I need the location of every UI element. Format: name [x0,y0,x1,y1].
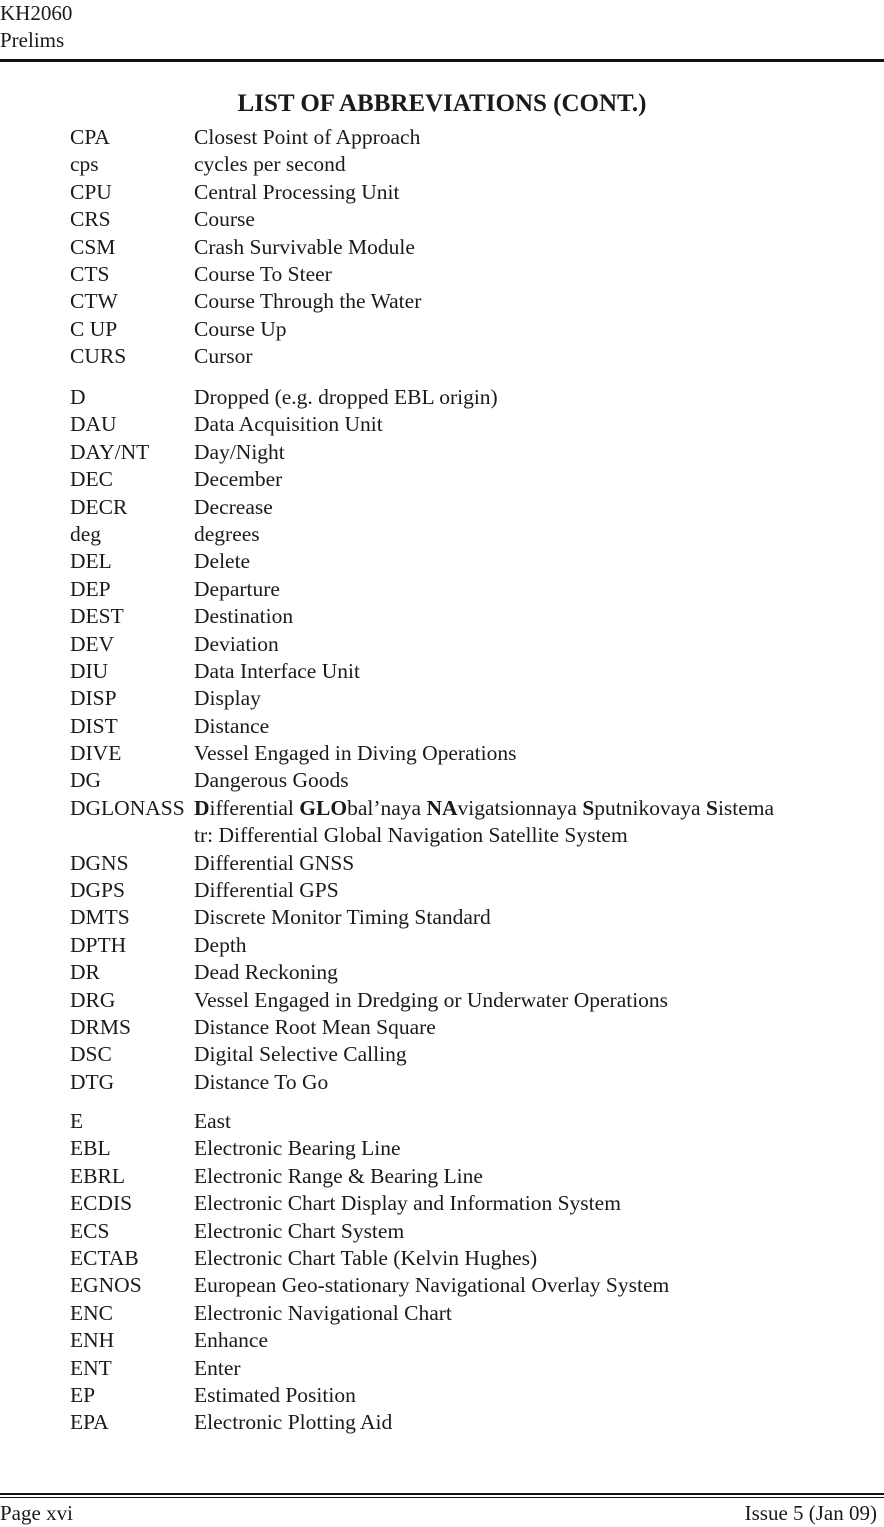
abbreviation-term: CRS [70,207,111,232]
abbreviation-term: DPTH [70,932,127,957]
abbreviation-term: DISP [70,686,117,711]
abbreviation-term: DEC [70,467,113,492]
abbreviation-row [70,658,870,685]
abbreviation-row [70,1069,870,1096]
abbreviation-definition: Enhance [194,1328,269,1353]
abbreviation-definition: Data Interface Unit [194,658,360,683]
running-header [0,0,72,54]
abbreviation-definition: Cursor [194,344,253,369]
document-code: KH2060 [0,1,73,25]
abbreviation-term: CTS [70,261,110,286]
abbreviation-row [70,1300,870,1327]
abbreviation-term: E [70,1109,84,1133]
abbreviation-definition: cycles per second [194,152,346,177]
abbreviation-definition: Discrete Monitor Timing Standard [194,905,491,930]
abbreviation-term: ECDIS [70,1191,133,1216]
section-name: Prelims [0,28,65,52]
abbreviation-definition: Delete [194,549,251,574]
abbreviation-definition: Destination [194,604,294,629]
abbreviation-row [70,234,870,261]
abbreviation-definition: Data Acquisition Unit [194,412,383,437]
abbreviation-row [70,1163,870,1190]
abbreviation-row [70,288,870,315]
abbreviation-term: C UP [70,316,118,341]
abbreviation-term: CURS [70,344,127,369]
abbreviation-definition: Electronic Plotting Aid [194,1410,393,1435]
abbreviation-term: DTG [70,1069,115,1094]
abbreviation-term: DAU [70,412,117,437]
abbreviation-row [70,795,870,822]
abbreviation-definition: Distance [194,713,270,738]
abbreviation-definition: Electronic Chart Display and Information System [194,1191,621,1216]
abbreviation-definition: Electronic Chart System [194,1218,405,1243]
page-number: Page xvi [0,1501,73,1525]
abbreviation-definition: Dead Reckoning [194,960,338,985]
abbreviation-definition: Electronic Navigational Chart [194,1300,452,1325]
abbreviation-row [70,932,870,959]
abbreviation-definition: Dropped (e.g. dropped EBL origin) [194,385,498,409]
definition-part: istema [717,795,775,820]
abbreviation-row [70,494,870,521]
abbreviation-row [70,1108,870,1135]
abbreviation-row [70,685,870,712]
abbreviation-term: DEST [70,604,124,629]
abbreviation-definition: Digital Selective Calling [194,1042,407,1067]
abbreviation-definition: Day/Night [194,439,285,464]
abbreviation-term: DECR [70,494,128,519]
abbreviation-definition: degrees [194,521,260,546]
definition-part: vigatsionnaya [457,795,583,820]
abbreviation-term: DR [70,960,100,985]
abbreviation-row [70,439,870,466]
abbreviation-definition: Depth [194,932,247,957]
header-rule [0,59,884,62]
definition-part: bal’naya [347,795,427,820]
abbreviation-row [70,767,870,794]
abbreviation-term: DRMS [70,1014,131,1039]
abbreviation-term: DGNS [70,850,129,875]
abbreviation-row [70,1218,870,1245]
abbreviation-definition: Differential GNSS [194,850,355,875]
abbreviation-definition: Decrease [194,494,273,519]
abbreviation-row [70,740,870,767]
abbreviation-term: DGLONASS [70,795,185,820]
abbreviation-definition [194,795,774,822]
abbreviation-row [70,261,870,288]
abbreviation-term: ENT [70,1355,112,1380]
abbreviation-row [70,959,870,986]
abbreviation-definition: December [194,467,283,492]
abbreviation-definition: Closest Point of Approach [194,125,421,149]
abbreviation-group-e [70,1108,870,1437]
abbreviation-definition: tr: Differential Global Navigation Satellite System [194,823,628,848]
abbreviation-definition: Central Processing Unit [194,179,400,204]
definition-bold-part: GLO [299,795,348,820]
definition-bold-part: S [582,795,595,820]
abbreviation-definition: Estimated Position [194,1382,356,1407]
abbreviation-definition: Electronic Chart Table (Kelvin Hughes) [194,1245,538,1270]
abbreviation-row [70,384,870,411]
abbreviation-term: DRG [70,987,116,1012]
abbreviation-term: EP [70,1382,96,1407]
abbreviation-row [70,1014,870,1041]
abbreviation-row [70,1327,870,1354]
abbreviation-row [70,411,870,438]
abbreviation-row [70,987,870,1014]
abbreviation-term: DEP [70,576,111,601]
abbreviation-term: deg [70,521,102,546]
abbreviation-term: DAY/NT [70,439,150,464]
definition-bold-part: D [194,795,210,820]
abbreviation-group-d [70,384,870,1096]
abbreviation-definition: Enter [194,1355,241,1380]
abbreviation-row [70,1409,870,1436]
abbreviation-row [70,151,870,178]
abbreviation-row [70,206,870,233]
abbreviation-definition: Deviation [194,631,279,656]
abbreviation-definition: Course Up [194,316,287,341]
abbreviation-row [70,904,870,931]
abbreviation-row [70,466,870,493]
abbreviation-term: ENH [70,1328,115,1353]
abbreviation-term: EGNOS [70,1273,142,1298]
abbreviation-term: cps [70,152,99,177]
abbreviation-term: DIST [70,713,118,738]
abbreviation-definition: Distance To Go [194,1069,329,1094]
abbreviation-term: CTW [70,289,118,314]
abbreviation-definition: Distance Root Mean Square [194,1014,436,1039]
abbreviation-definition: Vessel Engaged in Diving Operations [194,741,517,766]
abbreviation-definition: Electronic Range & Bearing Line [194,1163,483,1188]
abbreviation-term: DGPS [70,878,125,903]
abbreviation-definition: Electronic Bearing Line [194,1136,401,1161]
abbreviation-term: DIU [70,658,109,683]
abbreviation-definition: Display [194,686,261,711]
abbreviation-definition: Course Through the Water [194,289,422,314]
issue-label: Issue 5 (Jan 09) [744,1501,877,1525]
abbreviation-row [70,343,870,370]
abbreviation-row [70,631,870,658]
abbreviation-term: ECTAB [70,1245,139,1270]
abbreviation-definition: Crash Survivable Module [194,234,415,259]
abbreviation-term: CPU [70,179,112,204]
abbreviation-row [70,179,870,206]
abbreviation-row [70,1041,870,1068]
abbreviation-term: D [70,385,86,409]
abbreviation-term: DG [70,768,102,793]
abbreviation-row [70,1135,870,1162]
abbreviation-row [70,1245,870,1272]
abbreviation-definition: Vessel Engaged in Dredging or Underwater Operations [194,987,669,1012]
abbreviation-term: ENC [70,1300,113,1325]
abbreviation-definition: Dangerous Goods [194,768,349,793]
abbreviation-row [70,576,870,603]
definition-part: ifferential [209,795,300,820]
abbreviation-row [70,603,870,630]
footer-rule-thin [0,1497,884,1498]
abbreviation-definition: European Geo-stationary Navigational Overlay System [194,1273,670,1298]
abbreviation-term: EBRL [70,1163,125,1188]
footer-rule [0,1493,884,1495]
definition-part: putnikovaya [594,795,706,820]
abbreviation-row [70,1355,870,1382]
definition-bold-part: S [705,795,718,820]
definition-bold-part: NA [426,795,458,820]
abbreviation-group-c [70,124,870,371]
abbreviation-row [70,1272,870,1299]
abbreviation-term: CSM [70,234,116,259]
abbreviation-definition: Differential GPS [194,878,339,903]
abbreviation-term: DEV [70,631,115,656]
abbreviation-term: EBL [70,1136,111,1161]
abbreviation-row [70,548,870,575]
abbreviation-row [70,1382,870,1409]
abbreviation-term: DIVE [70,741,122,766]
abbreviation-definition: East [194,1109,232,1133]
abbreviation-term: DMTS [70,905,130,930]
abbreviation-definition: Departure [194,576,280,601]
abbreviation-term: CPA [70,125,110,149]
abbreviation-row [70,850,870,877]
abbreviation-row [70,822,870,849]
abbreviation-definition: Course To Steer [194,261,332,286]
abbreviation-row [70,877,870,904]
abbreviation-row [70,1190,870,1217]
abbreviation-term: EPA [70,1410,109,1435]
abbreviation-term: ECS [70,1218,110,1243]
abbreviation-row [70,124,870,151]
abbreviation-term: DSC [70,1042,112,1067]
abbreviation-row [70,713,870,740]
abbreviation-row [70,316,870,343]
abbreviation-term: DEL [70,549,112,574]
abbreviation-row [70,521,870,548]
abbreviation-definition: Course [194,207,255,232]
page-title: LIST OF ABBREVIATIONS (CONT.) [237,90,647,117]
